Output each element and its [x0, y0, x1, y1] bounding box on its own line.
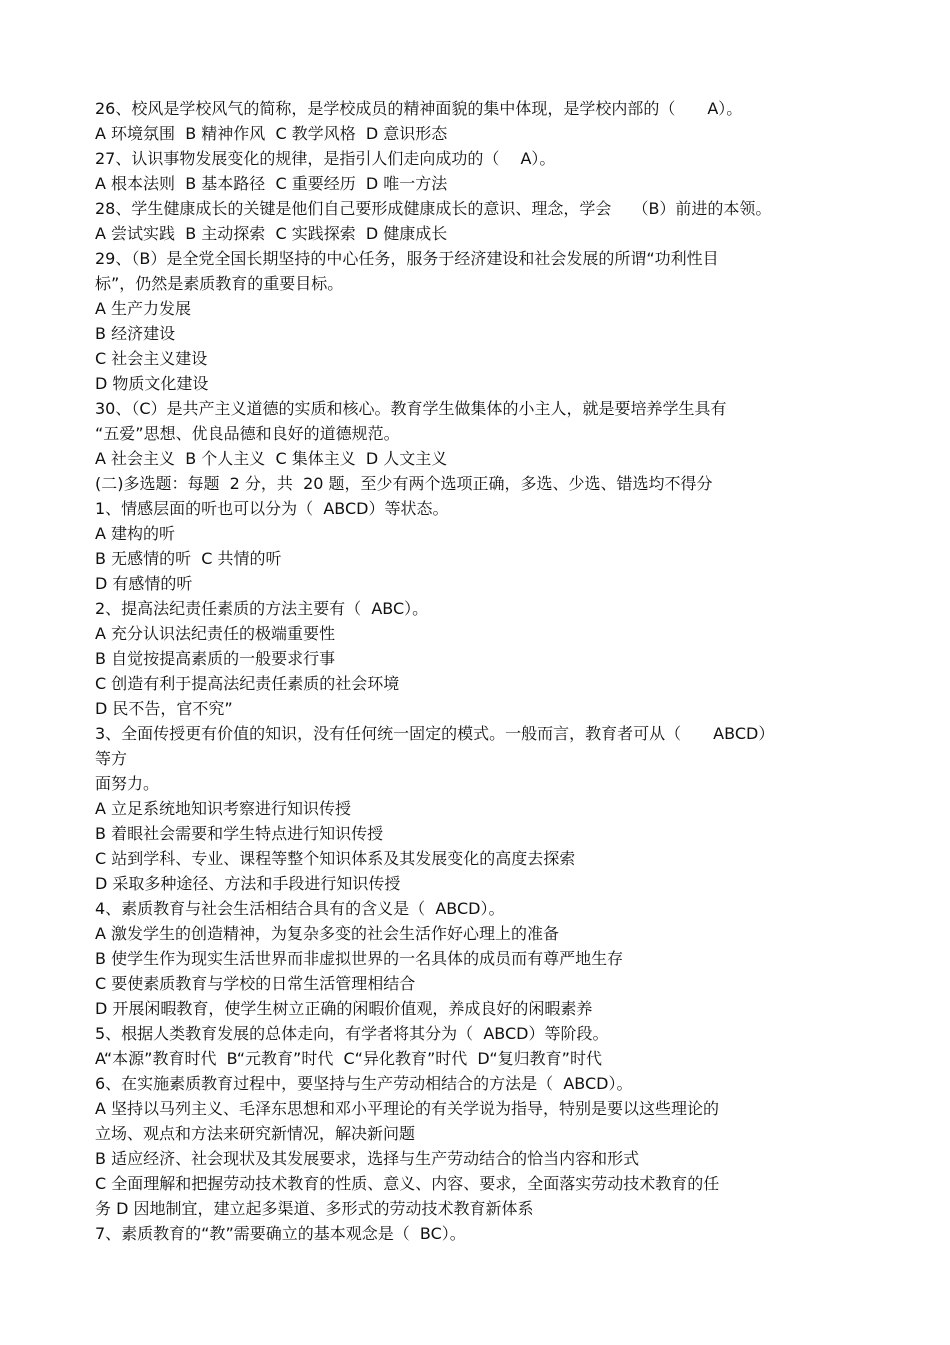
section-heading-multiple-choice: (二)多选题：每题 2 分，共 20 题，至少有两个选项正确，多选、少选、错选均不得分 [95, 474, 713, 493]
mc-question-2-option-d: D 民不告，官不究” [95, 699, 233, 718]
mc-question-6-option-c: C 全面理解和把握劳动技术教育的性质、意义、内容、要求，全面落实劳动技术教育的任 [95, 1174, 720, 1193]
question-29-option-d: D 物质文化建设 [95, 374, 209, 393]
mc-question-6: 6、在实施素质教育过程中，要坚持与生产劳动相结合的方法是（ ABCD）。 [95, 1074, 633, 1093]
mc-question-1-option-a: A 建构的听 [95, 524, 176, 543]
mc-question-3-option-c: C 站到学科、专业、课程等整个知识体系及其发展变化的高度去探索 [95, 849, 576, 868]
mc-question-1-option-bc: B 无感情的听 C 共情的听 [95, 549, 282, 568]
mc-question-2: 2、提高法纪责任素质的方法主要有（ ABC）。 [95, 599, 429, 618]
mc-question-6-option-d: 务 D 因地制宜，建立起多渠道、多形式的劳动技术教育新体系 [95, 1199, 534, 1218]
mc-question-3-option-a: A 立足系统地知识考察进行知识传授 [95, 799, 352, 818]
question-29-option-c: C 社会主义建设 [95, 349, 208, 368]
question-27-options: A 根本法则 B 基本路径 C 重要经历 D 唯一方法 [95, 174, 448, 193]
mc-question-1: 1、情感层面的听也可以分为（ ABCD）等状态。 [95, 499, 449, 518]
mc-question-3-line-3: 面努力。 [95, 774, 160, 793]
mc-question-5-options: A“本源”教育时代 B“元教育”时代 C“异化教育”时代 D“复归教育”时代 [95, 1049, 602, 1068]
mc-question-5: 5、根据人类教育发展的总体走向，有学者将其分为（ ABCD）等阶段。 [95, 1024, 609, 1043]
mc-question-3-line-1: 3、全面传授更有价值的知识，没有任何统一固定的模式。一般而言，教育者可从（ ABCD） [95, 724, 775, 743]
question-29-line-1: 29、（B）是全党全国长期坚持的中心任务，服务于经济建设和社会发展的所谓“功利性目 [95, 249, 719, 268]
mc-question-2-option-a: A 充分认识法纪责任的极端重要性 [95, 624, 336, 643]
mc-question-6-option-b: B 适应经济、社会现状及其发展要求，选择与生产劳动结合的恰当内容和形式 [95, 1149, 640, 1168]
question-29-line-2: 标”，仍然是素质教育的重要目标。 [95, 274, 344, 293]
mc-question-1-option-d: D 有感情的听 [95, 574, 193, 593]
question-30-line-1: 30、（C）是共产主义道德的实质和核心。教育学生做集体的小主人，就是要培养学生具有 [95, 399, 727, 418]
mc-question-4-option-c: C 要使素质教育与学校的日常生活管理相结合 [95, 974, 416, 993]
question-28-options: A 尝试实践 B 主动探索 C 实践探索 D 健康成长 [95, 224, 448, 243]
mc-question-6-option-a-line-2: 立场、观点和方法来研究新情况，解决新问题 [95, 1124, 416, 1143]
mc-question-4: 4、素质教育与社会生活相结合具有的含义是（ ABCD）。 [95, 899, 505, 918]
question-27: 27、认识事物发展变化的规律，是指引人们走向成功的（ A）。 [95, 149, 556, 168]
question-30-line-2: “五爱”思想、优良品德和良好的道德规范。 [95, 424, 400, 443]
mc-question-6-option-a-line-1: A 坚持以马列主义、毛泽东思想和邓小平理论的有关学说为指导，特别是要以这些理论的 [95, 1099, 720, 1118]
mc-question-3-option-d: D 采取多种途径、方法和手段进行知识传授 [95, 874, 401, 893]
mc-question-7: 7、素质教育的“教”需要确立的基本观念是（ BC）。 [95, 1224, 466, 1243]
mc-question-4-option-b: B 使学生作为现实生活世界而非虚拟世界的一名具体的成员而有尊严地生存 [95, 949, 624, 968]
question-26: 26、校风是学校风气的简称，是学校成员的精神面貌的集中体现，是学校内部的（ A）。 [95, 99, 743, 118]
question-30-options: A 社会主义 B 个人主义 C 集体主义 D 人文主义 [95, 449, 448, 468]
mc-question-2-option-b: B 自觉按提高素质的一般要求行事 [95, 649, 336, 668]
mc-question-2-option-c: C 创造有利于提高法纪责任素质的社会环境 [95, 674, 400, 693]
mc-question-3-line-2: 等方 [95, 749, 128, 768]
mc-question-4-option-d: D 开展闲暇教育，使学生树立正确的闲暇价值观，养成良好的闲暇素养 [95, 999, 593, 1018]
mc-question-4-option-a: A 激发学生的创造精神，为复杂多变的社会生活作好心理上的准备 [95, 924, 560, 943]
mc-question-3-option-b: B 着眼社会需要和学生特点进行知识传授 [95, 824, 384, 843]
question-26-options: A 环境氛围 B 精神作风 C 教学风格 D 意识形态 [95, 124, 448, 143]
question-29-option-a: A 生产力发展 [95, 299, 192, 318]
question-29-option-b: B 经济建设 [95, 324, 176, 343]
question-28: 28、学生健康成长的关键是他们自己要形成健康成长的意识、理念，学会 （B）前进的本领。 [95, 199, 772, 218]
